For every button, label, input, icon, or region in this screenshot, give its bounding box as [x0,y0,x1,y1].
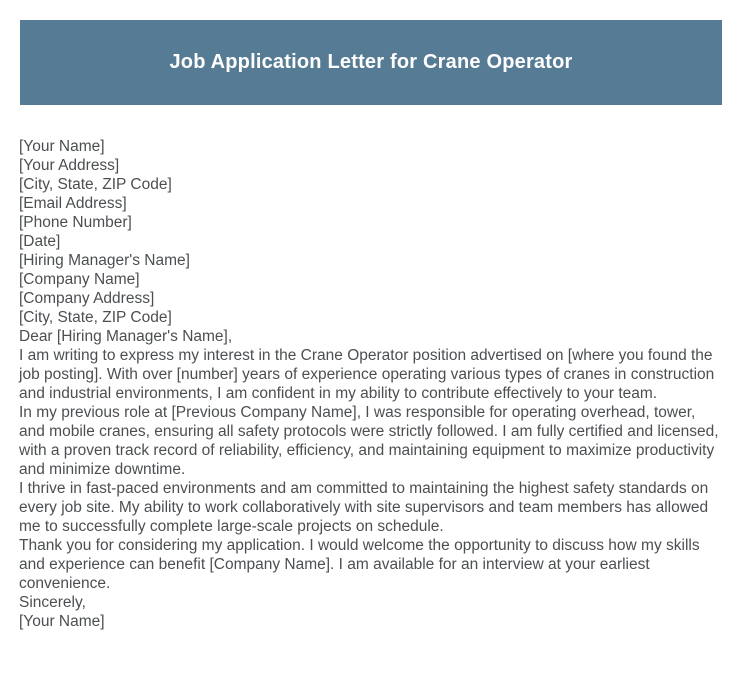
letter-paragraph-1: I am writing to express my interest in the Crane Operator position advertised on [where you found the job posting]. With over [number] years of experience operating various types of cranes in construction and industrial environments, I am confident in my ability to contribute effectively to your team. [19,347,715,402]
title-banner [20,20,722,105]
sender-phone-line: [Phone Number] [19,214,132,231]
salutation-line: Dear [Hiring Manager's Name], [19,328,233,345]
sender-address-block [19,137,722,251]
recipient-address-block [19,251,722,327]
date-line: [Date] [19,233,61,250]
sender-email-line: [Email Address] [19,195,127,212]
letter-paragraph-3: I thrive in fast-paced environments and am committed to maintaining the highest safety standards on every job site. My ability to work collaboratively with site supervisors and team members has allowed me to successfully complete large-scale projects on schedule. [19,480,709,535]
page-title: Job Application Letter for Crane Operator [169,51,573,73]
sender-address-line: [Your Address] [19,157,120,174]
signature-line: [Your Name] [19,613,105,630]
recipient-name-line: [Hiring Manager's Name] [19,252,190,269]
recipient-address-line: [Company Address] [19,290,155,307]
recipient-city-line: [City, State, ZIP Code] [19,309,172,326]
sender-city-line: [City, State, ZIP Code] [19,176,172,193]
letter-paragraph-4: Thank you for considering my application. I would welcome the opportunity to discuss how my skills and experience can benefit [Company Name]. I am available for an interview at your earliest convenience. [19,537,700,592]
letter-paragraph-2: In my previous role at [Previous Company Name], I was responsible for operating overhead, tower, and mobile cranes, ensuring all safety protocols were strictly followed. I am fully certified and licensed, with a proven track record of reliability, efficiency, and maintaining equipment to maximize productivity and minimize downtime. [19,404,719,478]
closing-line: Sincerely, [19,594,86,611]
recipient-company-line: [Company Name] [19,271,140,288]
letter-body [19,137,722,631]
sender-name-line: [Your Name] [19,138,105,155]
